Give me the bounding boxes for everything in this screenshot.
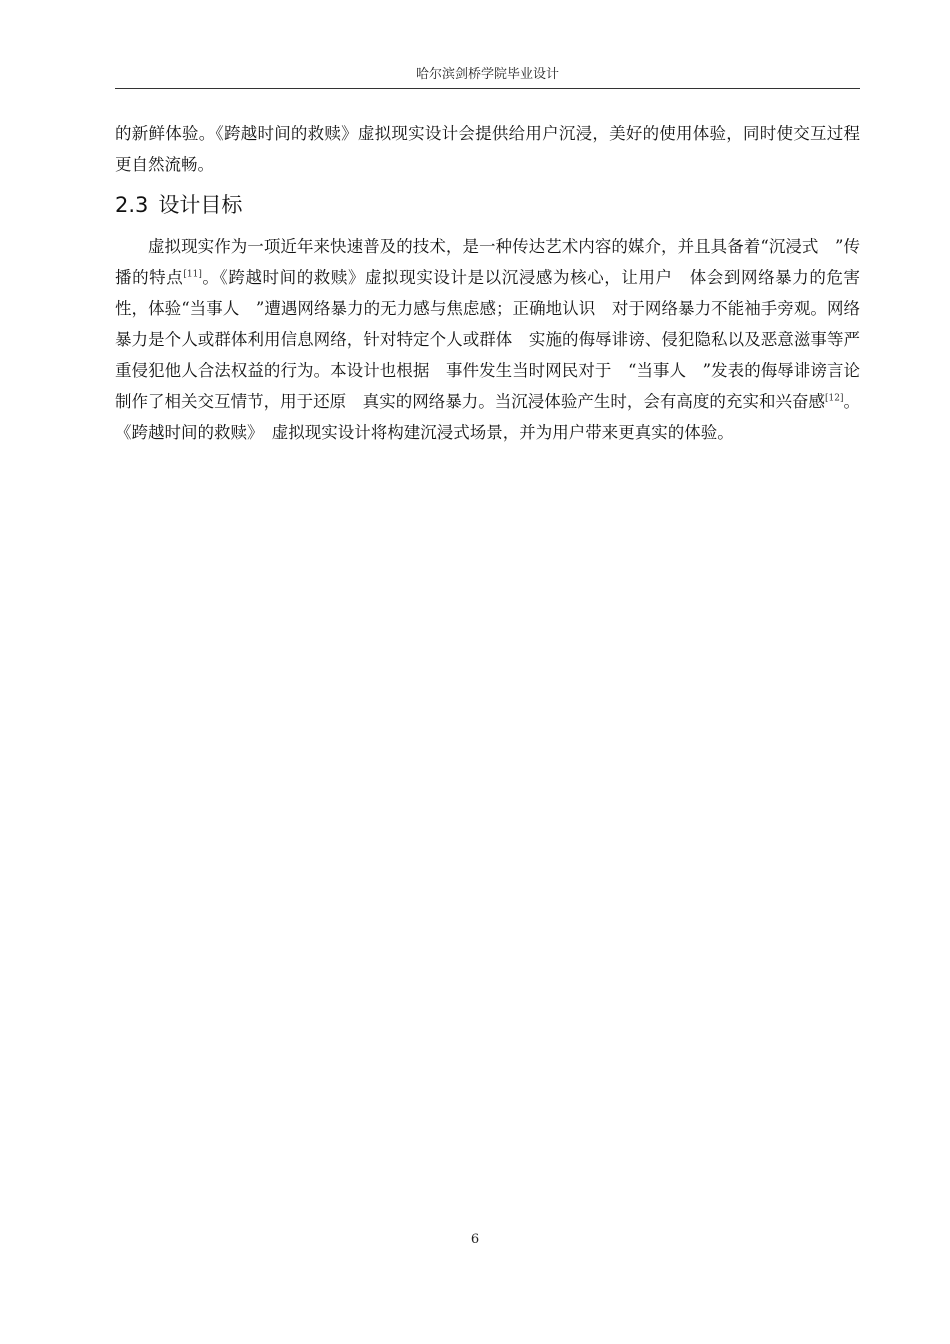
section-number: 2.3 — [115, 193, 149, 217]
section-title: 设计目标 — [158, 193, 243, 217]
header-title: 哈尔滨剑桥学院毕业设计 — [415, 67, 559, 82]
section-heading — [115, 190, 242, 220]
page-number: 6 — [470, 1232, 480, 1247]
paragraph-text-part-2: 。《跨越时间的救赎》虚拟现实设计是以沉浸感为核心，让用户 体会到网络暴力的危害性，体验“当事人 ”遭遇网络暴力的无力感与焦虑感；正确地认识 对于网络暴力不能袖手旁观。网络暴力是个人或群体利用信息网络，针对特定个人或群体 实施的侮辱诽谤、侵犯隐私以及恶意滋事等严重侵犯他人合法权益的行为。本设计也根据 事件发生当时网民对于 “当事人 ”发表的侮辱诽谤言论制作了相关交互情节，用于还原 真实的网络暴力。当沉浸体验产生时，会有高度的充实和兴奋感 — [115, 268, 861, 411]
paragraph-design-goal — [115, 231, 860, 448]
paragraph-text-part-3: 。《跨越时间的救赎》 虚拟现实设计将构建沉浸式场景，并为用户带来更真实的体验。 — [115, 392, 861, 442]
citation-11: [11] — [183, 269, 202, 280]
citation-12: [12] — [825, 393, 844, 404]
paragraph-continued: 的新鲜体验。《跨越时间的救赎》虚拟现实设计会提供给用户沉浸，美好的使用体验，同时使交互过程更自然流畅。 — [115, 124, 860, 174]
paragraph-text-part-1: 虚拟现实作为一项近年来快速普及的技术，是一种传达艺术内容的媒介，并且具备着“沉浸式 ”传播的特点 — [115, 237, 860, 287]
page-header — [115, 62, 860, 89]
